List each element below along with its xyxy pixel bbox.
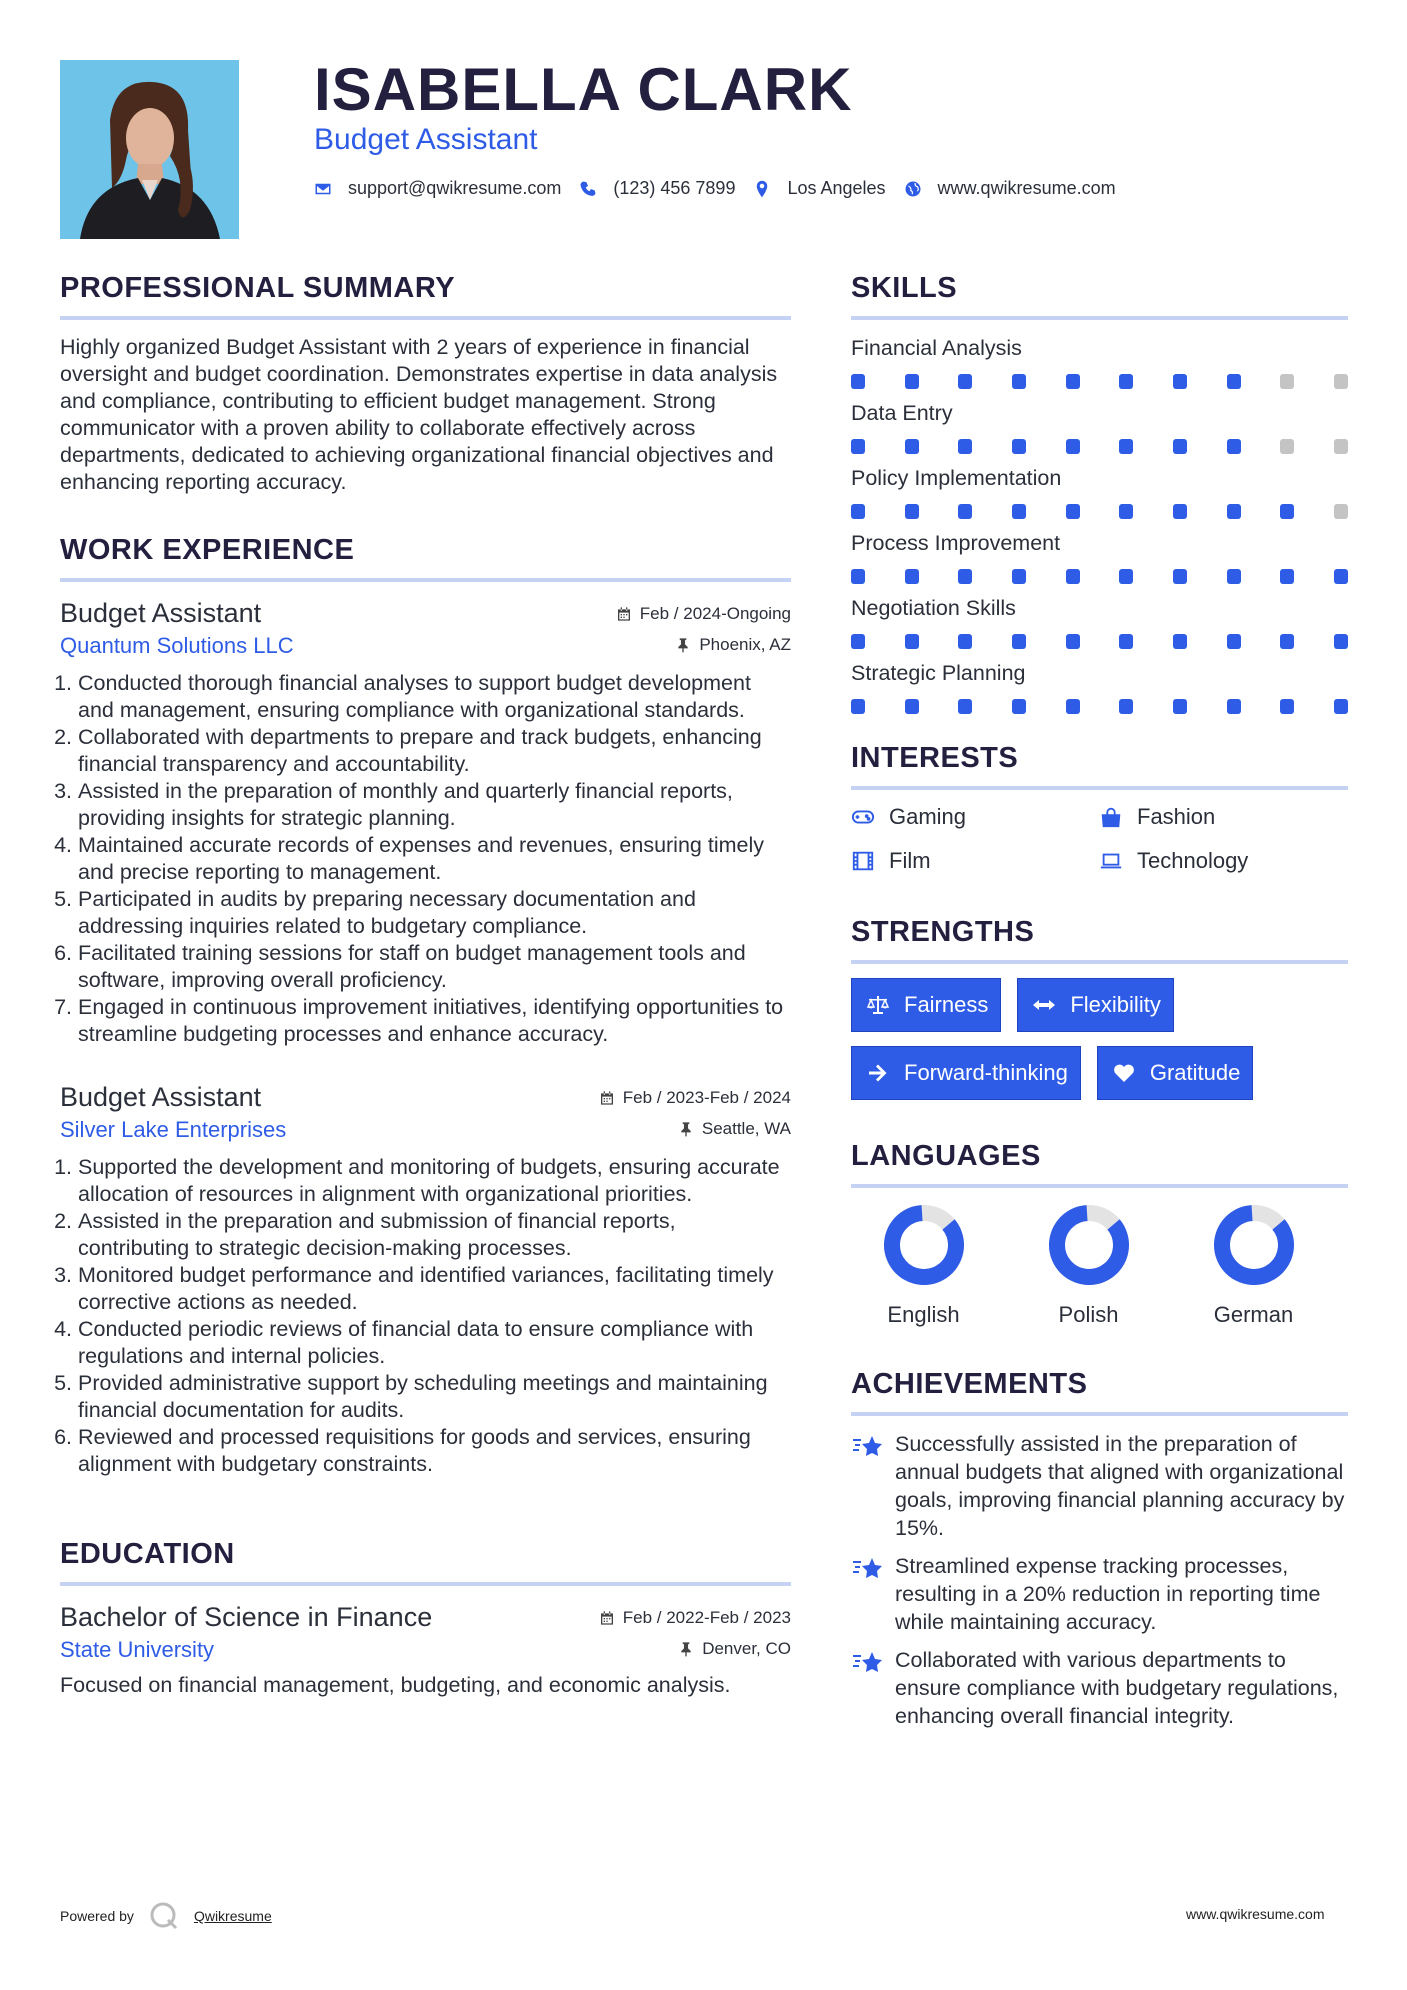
film-icon — [851, 850, 875, 872]
language-name: Polish — [1058, 1302, 1119, 1327]
strength-label: Flexibility — [1070, 992, 1161, 1017]
language-list — [851, 1202, 1348, 1328]
skill-dot — [1227, 634, 1241, 649]
education-entry — [60, 1600, 791, 1699]
shooting-star-icon — [851, 1431, 885, 1461]
skill-dot — [1012, 634, 1026, 649]
skill-name: Policy Implementation — [851, 466, 1062, 490]
job-location — [678, 1119, 791, 1139]
skill-dot — [1012, 504, 1026, 519]
email-text: support@qwikresume.com — [348, 178, 562, 198]
skill-dot — [1227, 504, 1241, 519]
language-item — [1016, 1202, 1181, 1328]
skill-dot — [1066, 699, 1080, 714]
skill-dot — [1173, 439, 1187, 454]
powered-by — [60, 1900, 272, 1932]
skill-level-dots — [851, 699, 1348, 714]
language-ring — [1211, 1202, 1297, 1288]
skill-dot — [1119, 634, 1133, 649]
brand-link[interactable]: Qwikresume — [193, 1908, 272, 1924]
contact-phone[interactable] — [579, 178, 735, 199]
achievement-text: Streamlined expense tracking processes, resulting in a 20% reduction in reporting time while maintaining accuracy. — [895, 1554, 1321, 1634]
skill-dot — [1334, 439, 1348, 454]
pushpin-icon — [678, 1641, 694, 1657]
laptop-icon — [1099, 850, 1123, 872]
education-dates — [599, 1608, 791, 1628]
skill-dot — [1280, 699, 1294, 714]
skill-dot — [958, 569, 972, 584]
skill-dot — [1227, 699, 1241, 714]
candidate-name: ISABELLA CLARK — [314, 56, 853, 123]
job-dates — [616, 604, 791, 624]
duty-item: 4. Maintained accurate records of expenses and revenues, ensuring timely and precise reporting to management. — [78, 832, 791, 886]
languages-heading: LANGUAGES — [851, 1138, 1348, 1188]
duty-item: 1. Supported the development and monitoring of budgets, ensuring accurate allocation of resources in alignment with organizational priorities. — [78, 1154, 791, 1208]
skill-level-dots — [851, 634, 1348, 649]
company-name: Quantum Solutions LLC — [60, 633, 294, 658]
education-location-text: Denver, CO — [702, 1639, 791, 1658]
phone-text: (123) 456 7899 — [613, 178, 736, 198]
skill-dot — [1227, 569, 1241, 584]
skill-dot — [958, 634, 972, 649]
strength-badges — [851, 978, 1348, 1100]
skill-dot — [1280, 439, 1294, 454]
calendar-icon — [599, 1090, 615, 1106]
strength-badge — [1017, 978, 1173, 1032]
interest-item — [851, 804, 1099, 830]
duty-item: 3. Monitored budget performance and identified variances, facilitating timely corrective actions as needed. — [78, 1262, 791, 1316]
skill-dot — [958, 699, 972, 714]
skill-dot — [1280, 374, 1294, 389]
skill-dot — [1334, 374, 1348, 389]
skill-dot — [851, 374, 865, 389]
candidate-title: Budget Assistant — [314, 123, 538, 156]
job-location-text: Seattle, WA — [701, 1119, 791, 1138]
skill-dot — [1066, 439, 1080, 454]
skill-dot — [1066, 634, 1080, 649]
skill-dot — [851, 634, 865, 649]
skill-dot — [1173, 374, 1187, 389]
qwikresume-logo-icon — [148, 1900, 180, 1932]
envelope-icon — [314, 180, 332, 198]
skill-name: Strategic Planning — [851, 661, 1026, 685]
interests-grid — [851, 804, 1348, 874]
skill-dot — [1173, 699, 1187, 714]
skill-dot — [958, 504, 972, 519]
balance-scale-icon — [866, 994, 890, 1016]
skill-dot — [1012, 439, 1026, 454]
duty-item: 4. Conducted periodic reviews of financial data to ensure compliance with regulations and internal policies. — [78, 1316, 791, 1370]
degree-title: Bachelor of Science in Finance — [60, 1602, 433, 1632]
language-item — [851, 1202, 1016, 1328]
skill-dot — [1280, 504, 1294, 519]
job-location-text: Phoenix, AZ — [699, 635, 791, 654]
right-column — [851, 270, 1348, 1730]
skill-dot — [851, 439, 865, 454]
job-title: Budget Assistant — [60, 598, 262, 628]
skill-dot — [1119, 374, 1133, 389]
skill-dot — [1173, 504, 1187, 519]
achievement-text: Collaborated with various departments to ensure compliance with budgetary regulations, enhancing overall financial integrity. — [895, 1648, 1339, 1728]
achievement-item — [851, 1430, 1348, 1542]
contact-bar — [314, 178, 1134, 199]
profile-photo — [60, 60, 239, 239]
strength-label: Gratitude — [1149, 1060, 1241, 1085]
summary-text: Highly organized Budget Assistant with 2 years of experience in financial oversight and budget coordination. Demonstrates expertise in data analysis and compliance, contributing to efficient budget management. Strong communicator with a proven ability to collaborate effectively across departments, dedicated to achieving organizational financial objectives and enhancing reporting accuracy. — [60, 335, 778, 494]
powered-by-text: Powered by — [60, 1908, 134, 1924]
strength-badge — [851, 1046, 1081, 1100]
interest-item — [1099, 804, 1347, 830]
calendar-icon — [599, 1610, 615, 1626]
skills-list — [851, 334, 1348, 714]
experience-heading: WORK EXPERIENCE — [60, 532, 791, 582]
heart-icon — [1112, 1062, 1136, 1084]
skill-dot — [958, 439, 972, 454]
language-item — [1181, 1202, 1346, 1328]
interest-item — [1099, 848, 1347, 874]
skill-level-dots — [851, 374, 1348, 389]
person-portrait-icon — [60, 60, 239, 239]
arrows-horizontal-icon — [1032, 994, 1056, 1016]
duty-item: 5. Participated in audits by preparing necessary documentation and addressing inquiries related to budgetary compliance. — [78, 886, 791, 940]
contact-location — [753, 178, 885, 199]
pushpin-icon — [678, 1121, 694, 1137]
calendar-icon — [616, 606, 632, 622]
duty-item: 6. Reviewed and processed requisitions for goods and services, ensuring alignment with budgetary constraints. — [78, 1424, 791, 1478]
company-name: Silver Lake Enterprises — [60, 1117, 287, 1142]
skill-dot — [1334, 699, 1348, 714]
education-dates-text: Feb / 2022-Feb / 2023 — [622, 1608, 791, 1627]
interest-label: Gaming — [889, 804, 967, 829]
job-dates-text: Feb / 2024-Ongoing — [639, 604, 791, 623]
interest-label: Fashion — [1137, 804, 1216, 829]
skill-dot — [1119, 504, 1133, 519]
skill-dot — [1334, 569, 1348, 584]
skill-dot — [1173, 569, 1187, 584]
gamepad-icon — [851, 806, 875, 828]
skill-dot — [905, 634, 919, 649]
duty-list — [60, 670, 791, 1048]
education-description: Focused on financial management, budgeting, and economic analysis. — [60, 1673, 731, 1697]
skill-dot — [905, 699, 919, 714]
language-name: German — [1213, 1302, 1294, 1327]
phone-icon — [579, 180, 597, 198]
job-dates-text: Feb / 2023-Feb / 2024 — [622, 1088, 791, 1107]
interest-label: Technology — [1137, 848, 1249, 873]
skill-dot — [1334, 504, 1348, 519]
skill-dot — [1066, 374, 1080, 389]
duty-item: 6. Facilitated training sessions for staff on budget management tools and software, improving overall proficiency. — [78, 940, 791, 994]
shooting-star-icon — [851, 1647, 885, 1677]
skill-dot — [1066, 569, 1080, 584]
skill-name: Financial Analysis — [851, 336, 1022, 360]
job-dates — [599, 1088, 791, 1108]
left-column — [60, 270, 791, 1699]
strength-badge — [1097, 1046, 1254, 1100]
footer-site[interactable]: www.qwikresume.com — [1186, 1906, 1325, 1922]
pushpin-icon — [675, 637, 691, 653]
map-pin-icon — [753, 180, 771, 198]
education-heading: EDUCATION — [60, 1536, 791, 1586]
contact-email[interactable] — [314, 178, 561, 199]
website-text: www.qwikresume.com — [937, 178, 1116, 198]
skill-dot — [1119, 569, 1133, 584]
strength-badge — [851, 978, 1001, 1032]
summary-heading: PROFESSIONAL SUMMARY — [60, 270, 791, 320]
skill-dot — [1066, 504, 1080, 519]
language-name: English — [887, 1302, 960, 1327]
duty-item: 7. Engaged in continuous improvement initiatives, identifying opportunities to streamline budgeting processes and enhance accuracy. — [78, 994, 791, 1048]
duty-item: 2. Collaborated with departments to prepare and track budgets, enhancing financial transparency and accountability. — [78, 724, 791, 778]
achievement-item — [851, 1552, 1348, 1636]
skill-dot — [1119, 439, 1133, 454]
skill-dot — [1012, 569, 1026, 584]
shooting-star-icon — [851, 1553, 885, 1583]
duty-item: 5. Provided administrative support by scheduling meetings and maintaining financial documentation for audits. — [78, 1370, 791, 1424]
skill-dot — [1280, 569, 1294, 584]
skill-name: Data Entry — [851, 401, 953, 425]
skill-level-dots — [851, 569, 1348, 584]
arrow-right-icon — [866, 1062, 890, 1084]
skill-dot — [905, 504, 919, 519]
skill-dot — [851, 569, 865, 584]
job-entry — [60, 1080, 791, 1478]
skills-heading: SKILLS — [851, 270, 1348, 320]
skill-dot — [1012, 699, 1026, 714]
skill-dot — [1334, 634, 1348, 649]
education-location — [678, 1639, 791, 1659]
skill-dot — [905, 374, 919, 389]
duty-item: 1. Conducted thorough financial analyses to support budget development and management, ensuring compliance with organizational standards. — [78, 670, 791, 724]
skill-dot — [1012, 374, 1026, 389]
duty-item: 2. Assisted in the preparation and submission of financial reports, contributing to strategic decision-making processes. — [78, 1208, 791, 1262]
job-title: Budget Assistant — [60, 1082, 262, 1112]
skill-dot — [905, 569, 919, 584]
skill-dot — [1173, 634, 1187, 649]
job-location — [675, 635, 791, 655]
skill-level-dots — [851, 504, 1348, 519]
skill-dot — [851, 699, 865, 714]
language-ring — [1046, 1202, 1132, 1288]
achievement-text: Successfully assisted in the preparation of annual budgets that aligned with organizational goals, improving financial planning accuracy by 15%. — [895, 1432, 1345, 1540]
skill-dot — [851, 504, 865, 519]
interest-item — [851, 848, 1099, 874]
achievement-item — [851, 1646, 1348, 1730]
skill-dot — [1227, 439, 1241, 454]
skill-dot — [1227, 374, 1241, 389]
strength-label: Forward-thinking — [904, 1060, 1068, 1085]
language-ring — [881, 1202, 967, 1288]
achievements-heading: ACHIEVEMENTS — [851, 1366, 1348, 1416]
achievement-list — [851, 1430, 1348, 1730]
skill-dot — [1280, 634, 1294, 649]
skill-level-dots — [851, 439, 1348, 454]
contact-website[interactable] — [904, 178, 1116, 199]
skill-dot — [905, 439, 919, 454]
skill-name: Process Improvement — [851, 531, 1061, 555]
strength-label: Fairness — [904, 992, 989, 1017]
skill-name: Negotiation Skills — [851, 596, 1016, 620]
interests-heading: INTERESTS — [851, 740, 1348, 790]
interest-label: Film — [889, 848, 931, 873]
duty-item: 3. Assisted in the preparation of monthly and quarterly financial reports, providing insights for strategic planning. — [78, 778, 791, 832]
shopping-bag-icon — [1099, 806, 1123, 828]
location-text: Los Angeles — [787, 178, 886, 198]
school-name: State University — [60, 1637, 215, 1662]
strengths-heading: STRENGTHS — [851, 914, 1348, 964]
duty-list — [60, 1154, 791, 1478]
skill-dot — [1119, 699, 1133, 714]
skill-dot — [958, 374, 972, 389]
job-entry — [60, 596, 791, 1048]
globe-icon — [904, 180, 922, 198]
